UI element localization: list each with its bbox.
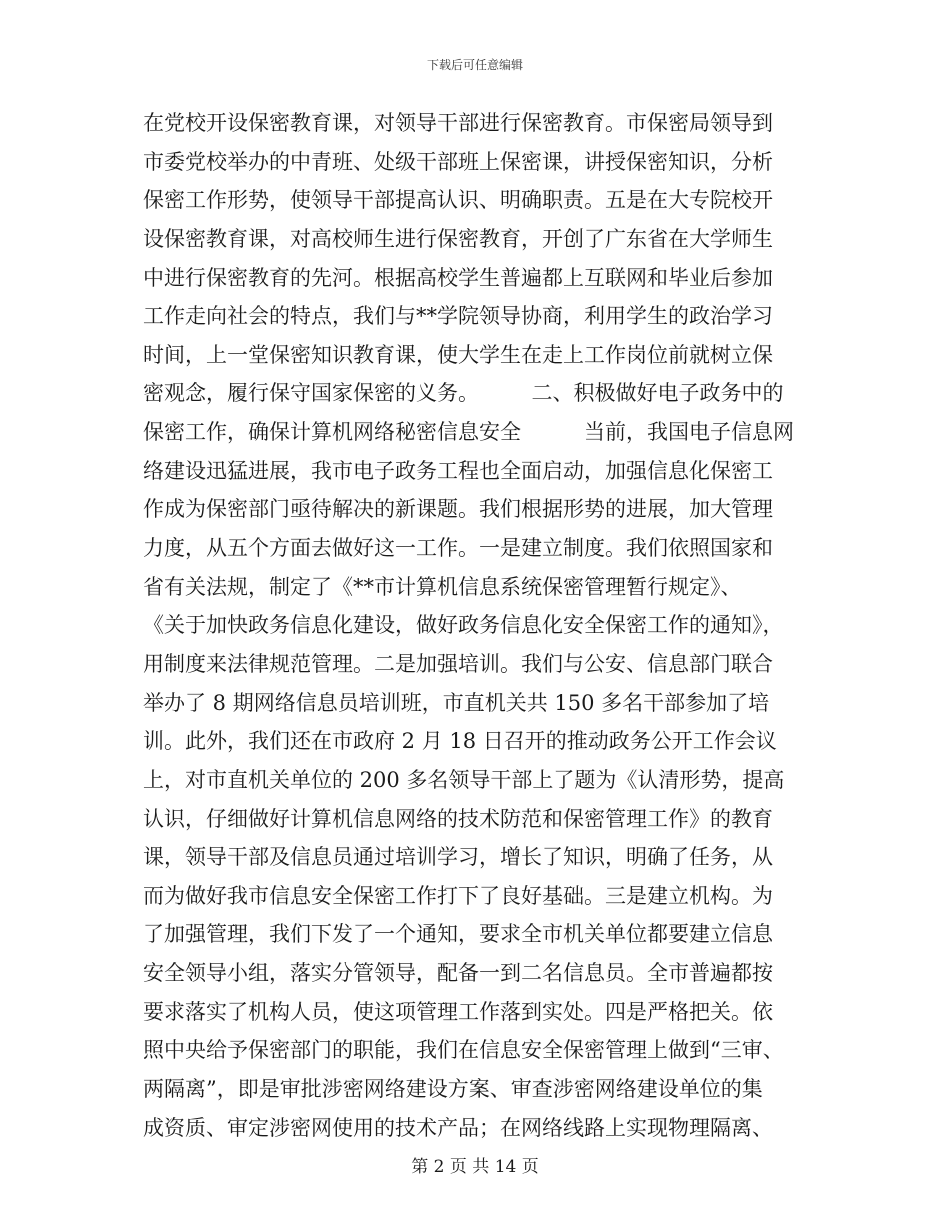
document-body <box>143 104 807 1147</box>
text-line: 《关于加快政务信息化建设，做好政务信息化安全保密工作的通知》， <box>143 613 784 638</box>
text-line: 保密工作，确保计算机网络秘密信息安全 当前，我国电子信息网 <box>143 420 794 445</box>
text-line: 训。此外，我们还在市政府 2 月 18 日召开的推动政务公开工作会议 <box>143 729 777 754</box>
text-line: 成资质、审定涉密网使用的技术产品；在网络线路上实现物理隔离、 <box>143 1115 773 1140</box>
page-header-note: 下载后可任意编辑 <box>426 58 523 72</box>
text-line: 了加强管理，我们下发了一个通知，要求全市机关单位都要建立信息 <box>143 922 773 947</box>
text-line: 认识，仔细做好计算机信息网络的技术防范和保密管理工作》的教育 <box>143 806 773 831</box>
text-line: 要求落实了机构人员，使这项管理工作落到实处。四是严格把关。依 <box>143 999 773 1024</box>
text-line: 两隔离”，即是审批涉密网络建设方案、审查涉密网络建设单位的集 <box>143 1077 763 1102</box>
text-line: 力度，从五个方面去做好这一工作。一是建立制度。我们依照国家和 <box>143 536 773 561</box>
text-line: 省有关法规，制定了《**市计算机信息系统保密管理暂行规定》、 <box>143 574 742 599</box>
text-line: 市委党校举办的中青班、处级干部班上保密课，讲授保密知识，分析 <box>143 149 773 174</box>
text-line: 设保密教育课，对高校师生进行保密教育，开创了广东省在大学师生 <box>143 226 773 251</box>
text-line: 用制度来法律规范管理。二是加强培训。我们与公安、信息部门联合 <box>143 651 773 676</box>
text-line: 络建设迅猛进展，我市电子政务工程也全面启动，加强信息化保密工 <box>143 458 773 483</box>
page-number: 第 2 页 共 14 页 <box>411 1157 539 1177</box>
text-line: 保密工作形势，使领导干部提高认识、明确职责。五是在大专院校开 <box>143 188 773 213</box>
text-line: 中进行保密教育的先河。根据高校学生普遍都上互联网和毕业后参加 <box>143 265 773 290</box>
text-line: 在党校开设保密教育课，对领导干部进行保密教育。市保密局领导到 <box>143 111 773 135</box>
text-line: 密观念，履行保守国家保密的义务。 二、积极做好电子政务中的 <box>143 381 784 406</box>
text-line: 时间，上一堂保密知识教育课，使大学生在走上工作岗位前就树立保 <box>143 342 773 367</box>
text-line: 课，领导干部及信息员通过培训学习，增长了知识，明确了任务，从 <box>143 845 773 870</box>
text-line: 上，对市直机关单位的 200 多名领导干部上了题为《认清形势，提高 <box>143 767 785 792</box>
text-line: 安全领导小组，落实分管领导，配备一到二名信息员。全市普遍都按 <box>143 961 773 986</box>
text-line: 工作走向社会的特点，我们与**学院领导协商，利用学生的政治学习 <box>143 304 773 329</box>
text-line: 照中央给予保密部门的职能，我们在信息安全保密管理上做到“三审、 <box>143 1038 784 1063</box>
text-line: 作成为保密部门亟待解决的新课题。我们根据形势的进展，加大管理 <box>143 497 773 522</box>
text-line: 而为做好我市信息安全保密工作打下了良好基础。三是建立机构。为 <box>143 883 773 908</box>
text-line: 举办了 8 期网络信息员培训班，市直机关共 150 多名干部参加了培 <box>143 690 770 715</box>
